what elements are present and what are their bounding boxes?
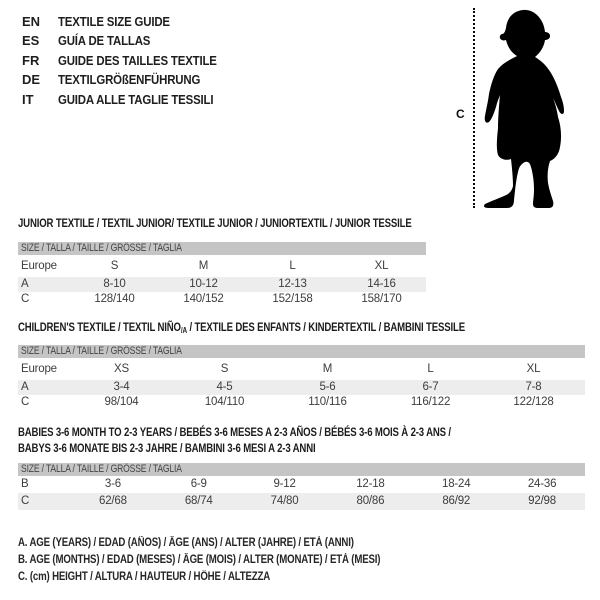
children-row-c: [18, 395, 585, 410]
size-header-cell: [18, 463, 585, 476]
row-label-cell: C: [21, 293, 30, 305]
row-label-cell: C: [21, 396, 30, 408]
language-list: [22, 12, 238, 109]
children-size-table: [18, 345, 585, 410]
value-cell: 92/98: [499, 493, 585, 510]
value-cell: 10-12: [159, 277, 248, 292]
language-label: TEXTILE SIZE GUIDE: [58, 14, 170, 29]
babies-title-line1: BABIES 3-6 MONTH TO 2-3 YEARS / BEBÉS 3-6 MESES A 2-3 AÑOS / BÉBÉS 3-6 MOIS À 2-3 ANS /: [18, 425, 451, 439]
language-row-en: [22, 12, 238, 31]
value-cell: 24-36: [527, 478, 557, 490]
babies-size-table: [18, 463, 585, 510]
language-row-de: [22, 70, 238, 89]
language-code: ES: [22, 33, 40, 49]
size-col-cell: L: [427, 363, 434, 375]
footnote-c-text: C. (cm) HEIGHT / ALTURA / HAUTEUR / HÖHE / ALTEZZA: [18, 571, 271, 583]
baby-silhouette: [483, 8, 568, 208]
value-cell: 12-13: [248, 277, 337, 292]
footnote-a-text: A. AGE (YEARS) / EDAD (AÑOS) / ÂGE (ANS) / ALTER (JAHRE) / ETÀ (ANNI): [18, 537, 354, 549]
size-col-cell: M: [198, 260, 209, 272]
value-cell: 68/74: [156, 493, 242, 510]
junior-size-table: [18, 242, 426, 307]
language-row-it: [22, 90, 238, 109]
size-header-text: SIZE / TALLA / TAILLE / GRÖSSE / TAGLIA: [21, 463, 182, 475]
value-cell: 14-16: [337, 277, 426, 292]
size-col-cell: XS: [114, 363, 129, 375]
size-header-cell: [18, 345, 585, 358]
value-cell: 86/92: [413, 493, 499, 510]
junior-size-header-row: [18, 242, 426, 255]
value-cell: 98/104: [104, 396, 139, 408]
language-row-fr: [22, 51, 238, 70]
size-col-cell: L: [289, 260, 296, 272]
value-cell: 3-4: [70, 380, 173, 395]
value-cell: 5-6: [276, 380, 379, 395]
language-code: IT: [22, 91, 34, 107]
value-cell: 6-7: [379, 380, 482, 395]
language-row-es: [22, 31, 238, 50]
value-cell: 140/152: [183, 293, 224, 305]
value-cell: 116/122: [410, 396, 451, 408]
value-cell: 7-8: [482, 380, 585, 395]
size-col-cell: XL: [526, 363, 541, 375]
size-col-cell: XL: [374, 260, 389, 272]
value-cell: 110/116: [308, 396, 347, 408]
junior-section-title: [18, 216, 510, 230]
region-label-cell: Europe: [21, 260, 57, 272]
row-label-cell: A: [18, 380, 70, 395]
children-title-prefix: CHILDREN'S TEXTILE / TEXTIL NIÑO: [18, 320, 181, 334]
footnote-c: [18, 569, 449, 586]
children-title-suffix: / TEXTILE DES ENFANTS / KINDERTEXTIL / BAMBINI TESSILE: [186, 320, 465, 334]
height-measure-dotted-line: [473, 8, 475, 208]
language-label: GUIDA ALLE TAGLIE TESSILI: [58, 91, 214, 107]
footnote-a: [18, 535, 449, 552]
value-cell: 128/140: [94, 293, 135, 305]
footnote-b-text: B. AGE (MONTHS) / EDAD (MESES) / ÂGE (MOIS) / ALTER (MONATE) / ETÀ (MESI): [18, 554, 381, 566]
children-size-header-row: [18, 345, 585, 358]
language-label: GUIDE DES TAILLES TEXTILE: [58, 52, 217, 68]
junior-title-text: JUNIOR TEXTILE / TEXTIL JUNIOR/ TEXTILE JUNIOR / JUNIORTEXTIL / JUNIOR TESSILE: [18, 216, 412, 230]
babies-row-c: [18, 493, 585, 510]
junior-row-c: [18, 292, 426, 307]
children-title-subscript: /A: [180, 326, 187, 335]
footnote-b: [18, 552, 449, 569]
children-title-text: [18, 320, 465, 335]
size-header-text: SIZE / TALLA / TAILLE / GRÖSSE / TAGLIA: [21, 345, 182, 357]
babies-row-b: [18, 476, 585, 493]
language-code: FR: [22, 52, 40, 68]
language-code: EN: [22, 14, 41, 29]
children-section-title: [18, 320, 577, 335]
value-cell: 9-12: [273, 478, 296, 490]
height-label-c: C: [456, 107, 465, 121]
value-cell: 6-9: [190, 478, 207, 490]
size-col-cell: M: [322, 363, 333, 375]
junior-row-a: [18, 277, 426, 292]
size-header-cell: [18, 242, 426, 255]
value-cell: 152/158: [272, 293, 313, 305]
row-label-cell: A: [18, 277, 70, 292]
junior-columns-row: [18, 255, 426, 277]
value-cell: 122/128: [513, 396, 554, 408]
language-label: TEXTILGRÖßENFÜHRUNG: [58, 72, 201, 88]
size-header-text: SIZE / TALLA / TAILLE / GRÖSSE / TAGLIA: [21, 242, 182, 254]
region-label-cell: Europe: [21, 363, 57, 375]
value-cell: 104/110: [204, 396, 245, 408]
value-cell: 74/80: [242, 493, 328, 510]
babies-size-header-row: [18, 463, 585, 476]
value-cell: 12-18: [356, 478, 385, 490]
value-cell: 158/170: [361, 293, 402, 305]
footnotes: [18, 535, 449, 586]
babies-section-title: [18, 424, 559, 456]
size-col-cell: S: [220, 363, 229, 375]
value-cell: 4-5: [173, 380, 276, 395]
children-row-a: [18, 380, 585, 395]
value-cell: 18-24: [442, 478, 471, 490]
value-cell: 62/68: [70, 493, 156, 510]
row-label-cell: C: [18, 493, 70, 510]
language-code: DE: [22, 72, 41, 88]
language-label: GUÍA DE TALLAS: [58, 33, 151, 49]
value-cell: 3-6: [104, 478, 121, 490]
babies-title-line2: BABYS 3-6 MONATE BIS 2-3 JAHRE / BAMBINI 3-6 MESI A 2-3 ANNI: [18, 441, 316, 455]
value-cell: 80/86: [327, 493, 413, 510]
row-label-cell: B: [21, 478, 29, 490]
value-cell: 8-10: [70, 277, 159, 292]
children-columns-row: [18, 358, 585, 380]
size-col-cell: S: [110, 260, 119, 272]
